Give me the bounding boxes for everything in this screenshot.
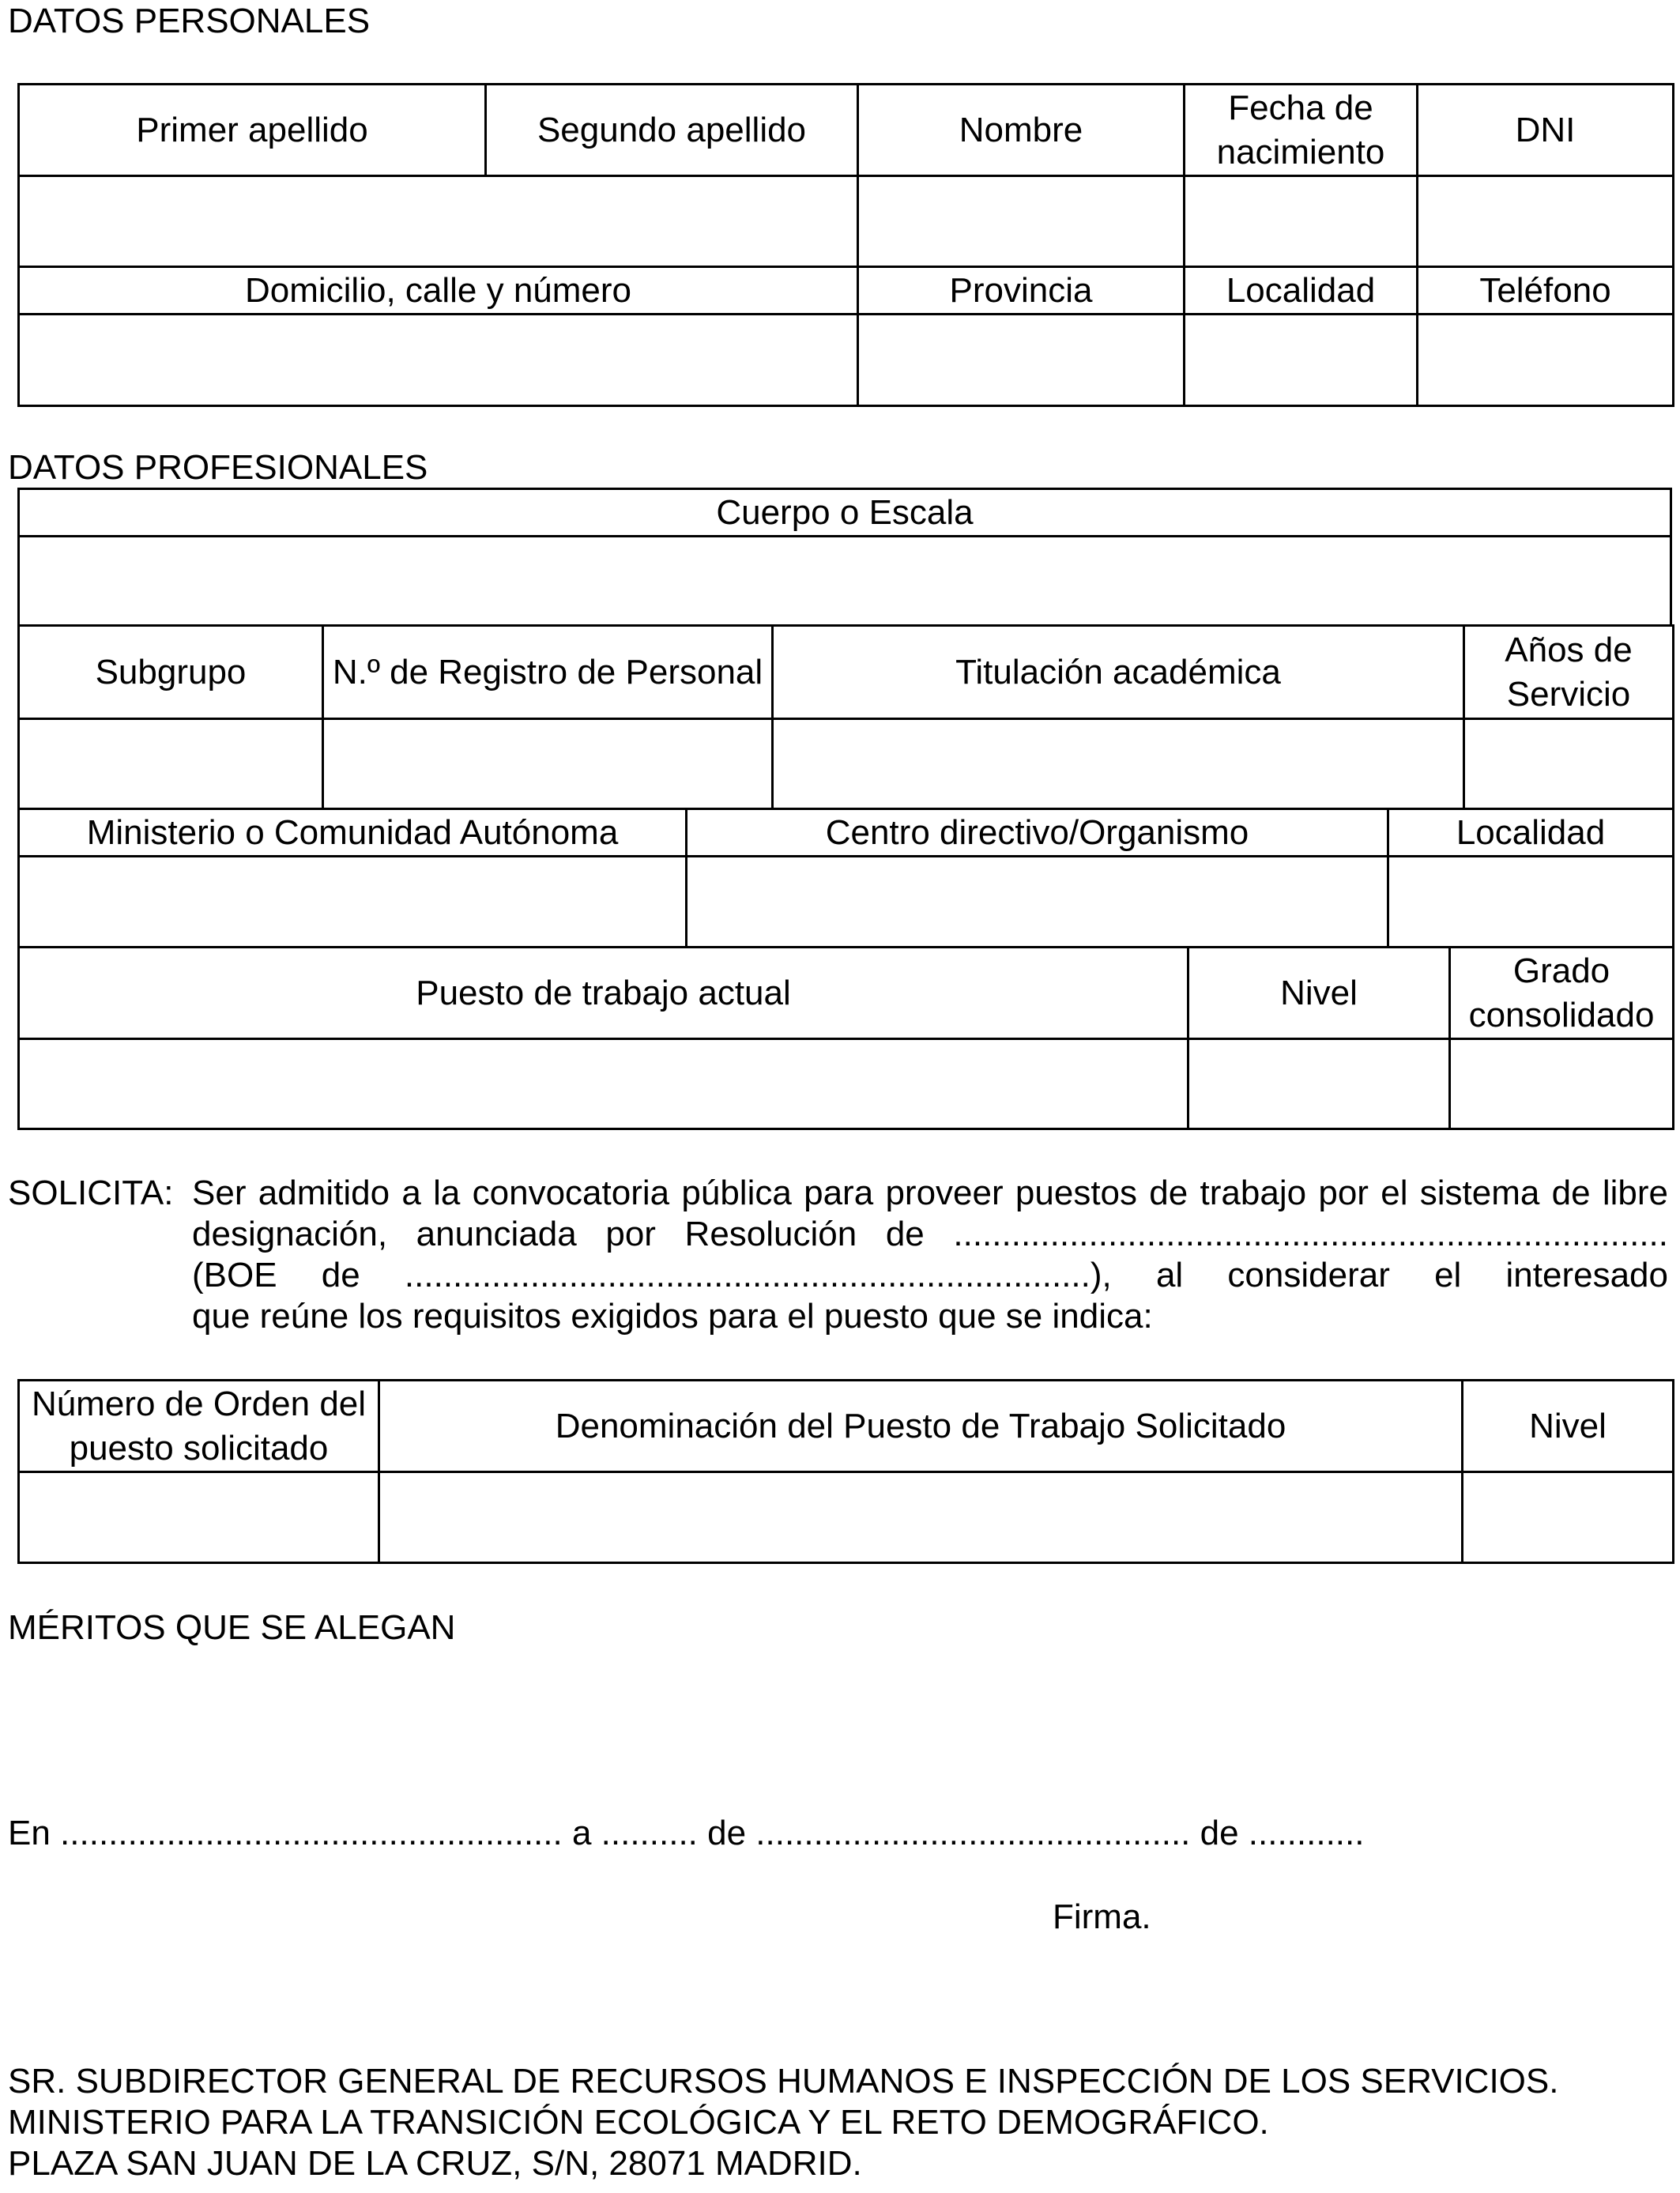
field-nivel[interactable] (1188, 1039, 1450, 1129)
header-subgrupo: Subgrupo (19, 626, 323, 719)
field-provincia[interactable] (858, 315, 1185, 406)
field-localidad[interactable] (1185, 315, 1418, 406)
solicita-line-2: designación, anunciada por Resolución de .......................................................................... (192, 1215, 1668, 1253)
section-heading-meritos: MÉRITOS QUE SE ALEGAN (8, 1608, 456, 1647)
header-domicilio: Domicilio, calle y número (19, 267, 858, 315)
professional-subgrupo-table (17, 624, 1674, 810)
field-anos-servicio[interactable] (1464, 719, 1674, 809)
header-centro-directivo: Centro directivo/Organismo (687, 809, 1388, 857)
professional-puesto-table (17, 946, 1674, 1130)
field-nivel-solicitado[interactable] (1463, 1472, 1674, 1563)
header-grado-consolidado: Grado consolidado (1450, 948, 1674, 1039)
header-titulacion: Titulación académica (773, 626, 1464, 719)
personal-data-table (17, 83, 1674, 407)
header-nivel: Nivel (1188, 948, 1450, 1039)
header-dni: DNI (1418, 85, 1674, 176)
field-grado-consolidado[interactable] (1450, 1039, 1674, 1129)
field-titulacion[interactable] (773, 719, 1464, 809)
field-subgrupo[interactable] (19, 719, 323, 809)
field-denominacion-puesto[interactable] (379, 1472, 1463, 1563)
header-localidad: Localidad (1185, 267, 1418, 315)
header-ministerio: Ministerio o Comunidad Autónoma (19, 809, 687, 857)
header-denominacion-puesto: Denominación del Puesto de Trabajo Solicitado (379, 1381, 1463, 1472)
section-heading-personal: DATOS PERSONALES (8, 2, 371, 40)
field-apellidos[interactable] (19, 176, 858, 267)
header-fecha-nacimiento: Fecha de nacimiento (1185, 85, 1418, 176)
header-provincia: Provincia (858, 267, 1185, 315)
field-fecha-nacimiento[interactable] (1185, 176, 1418, 267)
field-numero-orden[interactable] (19, 1472, 379, 1563)
footer-line-1: SR. SUBDIRECTOR GENERAL DE RECURSOS HUMANOS E INSPECCIÓN DE LOS SERVICIOS. (8, 2062, 1559, 2101)
professional-cuerpo-table (17, 488, 1672, 627)
header-cuerpo-escala: Cuerpo o Escala (19, 489, 1671, 537)
field-telefono[interactable] (1418, 315, 1674, 406)
header-nivel-solicitado: Nivel (1463, 1381, 1674, 1472)
field-dni[interactable] (1418, 176, 1674, 267)
solicita-line-3: (BOE de .......................................................................), al considerar el interesado (192, 1256, 1668, 1294)
header-telefono: Teléfono (1418, 267, 1674, 315)
header-anos-servicio: Años de Servicio (1464, 626, 1674, 719)
signature-label: Firma. (1053, 1897, 1151, 1936)
requested-post-table (17, 1379, 1674, 1564)
footer-line-3: PLAZA SAN JUAN DE LA CRUZ, S/N, 28071 MADRID. (8, 2144, 862, 2183)
header-puesto-actual: Puesto de trabajo actual (19, 948, 1188, 1039)
solicita-label: SOLICITA: (8, 1174, 174, 1212)
header-localidad-profesional: Localidad (1388, 809, 1674, 857)
header-nombre: Nombre (858, 85, 1185, 176)
field-centro-directivo[interactable] (687, 857, 1388, 948)
date-line: En .................................................... a .......... de ............................................. de ............ (8, 1814, 1365, 1852)
field-localidad-profesional[interactable] (1388, 857, 1674, 948)
header-numero-orden: Número de Orden del puesto solicitado (19, 1381, 379, 1472)
professional-ministerio-table (17, 808, 1674, 948)
header-primer-apellido: Primer apellido (19, 85, 486, 176)
solicita-line-4: que reúne los requisitos exigidos para el puesto que se indica: (192, 1297, 1153, 1336)
section-heading-professional: DATOS PROFESIONALES (8, 448, 428, 487)
footer-line-2: MINISTERIO PARA LA TRANSICIÓN ECOLÓGICA Y EL RETO DEMOGRÁFICO. (8, 2103, 1269, 2142)
header-registro-personal: N.º de Registro de Personal (323, 626, 773, 719)
header-segundo-apellido: Segundo apellido (486, 85, 858, 176)
field-domicilio[interactable] (19, 315, 858, 406)
field-registro-personal[interactable] (323, 719, 773, 809)
solicita-line-1: Ser admitido a la convocatoria pública para proveer puestos de trabajo por el sistema de libre (192, 1174, 1668, 1212)
field-nombre[interactable] (858, 176, 1185, 267)
field-ministerio[interactable] (19, 857, 687, 948)
field-puesto-actual[interactable] (19, 1039, 1188, 1129)
field-cuerpo-escala[interactable] (19, 537, 1671, 626)
